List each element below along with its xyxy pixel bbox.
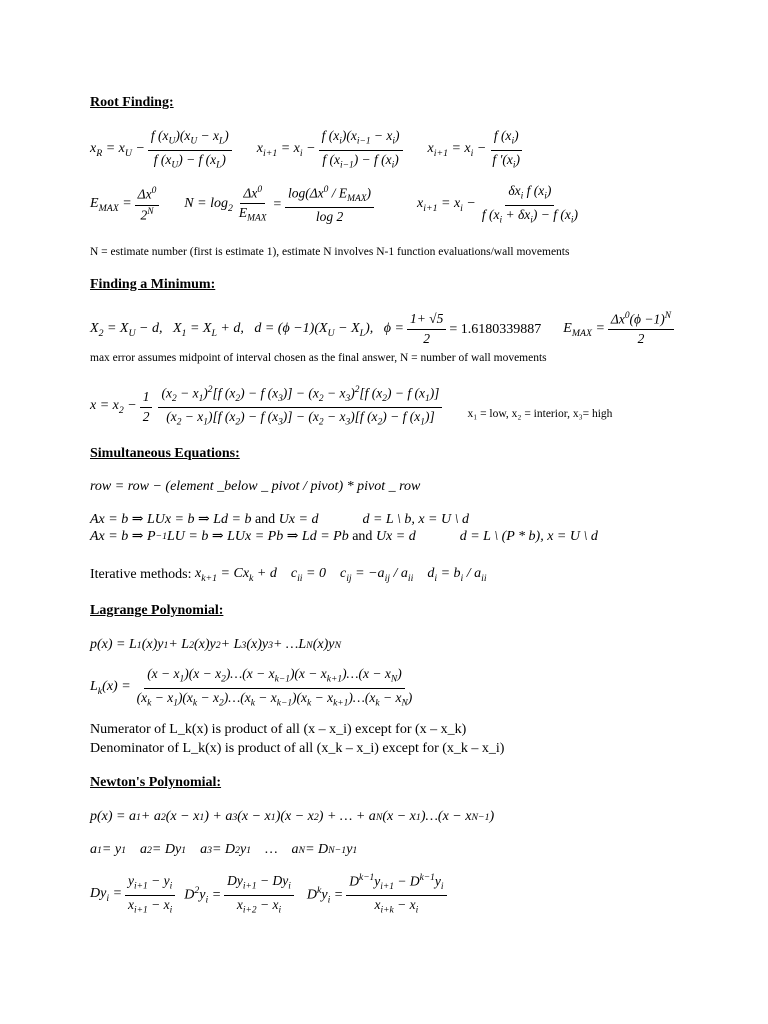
section-title-simultaneous: Simultaneous Equations:: [90, 446, 240, 461]
note-estimate-number: N = estimate number (first is estimate 1), estimate N involves N-1 function evaluations/wall movements: [90, 246, 570, 258]
equation-iterative-methods: Iterative methods: $x_{k+1} = Cx_k + d$ $c_{ii} = 0$ $c_{ij} = -a_{ij} / a_{ii}$ $d_i = b_i / a_{ii}$: [90, 566, 487, 584]
section-title-lagrange: Lagrange Polynomial:: [90, 603, 224, 618]
equation-false-position-row: $x_R = x_U$ − $\frac{f (x_U)(x_U - x_L)}{f (x_U) - f (x_L)}$ $x_{i+1} = x_i$ − $\frac{f (x_i)(x_{i-1} - x_i)}{f (x_{i-1}) - f (x_i)}$ $x_{i+1} = x_i$ − $\frac{f (x_i)}{f '(x_i)}$: [90, 128, 521, 171]
iterative-methods-label: Iterative methods:: [90, 566, 192, 582]
equation-divided-differences: $Dy_i$ = $\frac{y_{i+1} - y_i}{x_{i+1} - x_i}$ $D^2y_i$ = $\frac{Dy_{i+1} - Dy_i}{x_{i+2} - x_i}$ $D^ky_i$ = $\frac{D^{k-1}y_{i+1} - D^{k-1}y_i}{x_{i+k} - x_i}$: [90, 873, 450, 918]
note-denominator: Denominator of L_k(x) is product of all (x_k – x_i) except for (x_k – x_i): [90, 741, 505, 756]
note-max-error: max error assumes midpoint of interval chosen as the final answer, N = number of wall movements: [90, 352, 547, 364]
equation-row-reduction: row = row − (element _below _ pivot / pivot) * pivot _ row: [90, 479, 421, 494]
equation-lagrange-basis: $L_k(x)$ = $\frac{(x - x_1)(x - x_2)\dots(x - x_{k-1})(x - x_{k+1})\dots(x - x_N)}{(x_k - x_1)(x_k - x_2)\dots(x_k - x_{k-1})(x_k - x_{k+1})\dots(x_k - x_N)}$: [90, 666, 413, 709]
equation-lagrange-sum: p(x) = L 1 (x)y 1 + L 2 (x)y 2 + L 3 (x)y 3 + …L N (x)y N: [90, 637, 342, 652]
equation-lu-row-1: Ax = b ⇒ LUx = b ⇒ Ld = b and Ux = d d = L \ b, x = U \ d: [90, 511, 469, 527]
equation-newton-coefficients: a 1 = y 1 a 2 = Dy 1 a 3 = D 2 y 1 … a N = D N−1 y 1: [90, 842, 358, 857]
equation-emax-row: $E_{MAX}$ = $\frac{\Delta x^0}{2^N}$ $N = \log_2$ $\frac{\Delta x^0}{E_{MAX}}$ = $\frac{\log(\Delta x^0 / E_{MAX})}{\log 2}$ $x_{i+1} = x_i$ − $\frac{\delta x_i f (x_i)}{f (x_i + \delta x_i) - f (x_i)}$: [90, 183, 578, 226]
golden-ratio-value: = 1.6180339887: [449, 321, 542, 337]
note-numerator: Numerator of L_k(x) is product of all (x – x_i) except for (x – x_k): [90, 722, 467, 737]
equation-newton-sum: p(x) = a 1 + a 2 (x − x 1 ) + a 3 (x − x 1 )(x − x 2 ) + … + a N (x − x 1 )…(x − x N−1 ): [90, 809, 495, 824]
equation-golden-section-row: $X_2 = X_U - d$, $X_1 = X_L + d$, $d = (\phi -1)(X_U - X_L)$, ϕ = $\frac{1+ √5}{2}$ = 1.6180339887 $E_{MAX}$ = $\frac{\Delta x^0(\phi -1)^N}{2}$: [90, 311, 677, 348]
equation-parabolic-row: $x = x_2$ − $\frac{1}{2}$ $\frac{(x_2 - x_1)^2[f (x_2) - f (x_3)] - (x_2 - x_3)^2[f (x_2) - f (x_1)]}{(x_2 - x_1)[f (x_2) - f (x_3)] - (x_2 - x_3)[f (x_2) - f (x_1)]}$ x₁ = low, x₂ = interior, x₃= high: [90, 385, 613, 428]
section-title-newton: Newton's Polynomial:: [90, 775, 222, 790]
section-title-minimum: Finding a Minimum:: [90, 277, 216, 292]
note-low-interior-high: x₁ = low, x₂ = interior, x₃= high: [467, 408, 613, 421]
section-title-root-finding: Root Finding:: [90, 95, 174, 110]
equation-lu-row-2: Ax = b ⇒ P −1 LU = b ⇒ LUx = Pb ⇒ Ld = Pb and Ux = d d = L \ (P * b), x = U \ d: [90, 528, 598, 544]
